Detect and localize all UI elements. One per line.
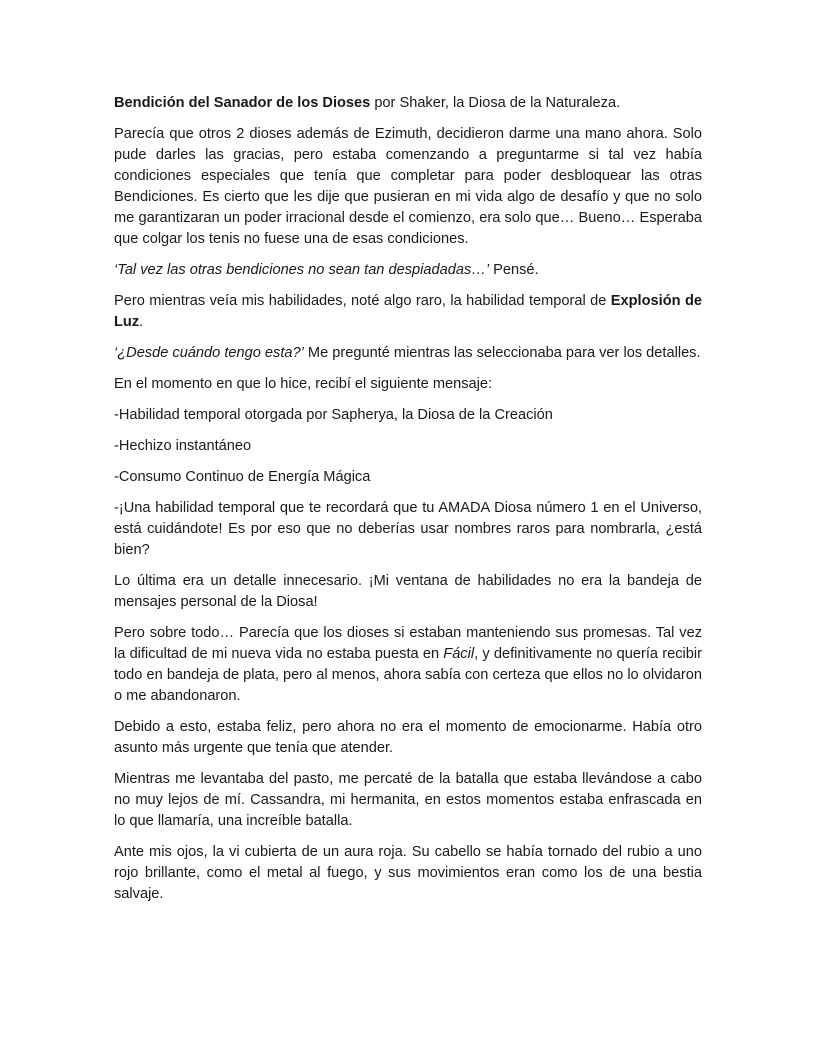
skill-detail-line [114, 498, 702, 561]
paragraph [114, 769, 702, 832]
document-body [114, 93, 702, 915]
text-segment: Ante mis ojos, la vi cubierta de un aura roja. Su cabello se había tornado del rubio a uno rojo brillante, como el metal al fuego, y sus movimientos eran como los de una bestia salvaje. [114, 844, 702, 902]
text-segment: Mientras me levantaba del pasto, me percaté de la batalla que estaba llevándose a cabo no muy lejos de mí. Cassandra, mi hermanita, en estos momentos estaba enfrascada en lo que llamaría, una increíble batalla. [114, 771, 702, 829]
text-segment: , y definitivamente no quería recibir todo en bandeja de plata, pero al menos, ahora sabía con certeza que ellos no lo olvidaron o me abandonaron. [114, 646, 702, 704]
blessing-title: Bendición del Sanador de los Dioses [114, 95, 371, 111]
italic-thought: ‘Tal vez las otras bendiciones no sean tan despiadadas…’ [114, 262, 490, 278]
paragraph [114, 571, 702, 613]
paragraph [114, 260, 702, 281]
text-segment: En el momento en que lo hice, recibí el siguiente mensaje: [114, 376, 493, 392]
italic-word: Fácil [443, 646, 475, 662]
text-segment: -¡Una habilidad temporal que te recordará que tu AMADA Diosa número 1 en el Universo, está cuidándote! Es por eso que no deberías usar nombres raros para nombrarla, ¿está bien? [114, 500, 702, 558]
text-segment: Me pregunté mientras las seleccionaba para ver los detalles. [303, 345, 701, 361]
text-segment: Lo última era un detalle innecesario. ¡Mi ventana de habilidades no era la bandeja de mensajes personal de la Diosa! [114, 573, 702, 610]
text-segment: -Habilidad temporal otorgada por Sapherya, la Diosa de la Creación [114, 407, 553, 423]
text-segment: Pero mientras veía mis habilidades, noté algo raro, la habilidad temporal de [114, 293, 611, 309]
text-segment: Pero sobre todo… Parecía que los dioses si estaban manteniendo sus promesas. Tal vez la dificultad de mi nueva vida no estaba puesta en [114, 625, 702, 662]
text-segment: Debido a esto, estaba feliz, pero ahora no era el momento de emocionarme. Había otro asunto más urgente que tenía que atender. [114, 719, 702, 756]
paragraph [114, 374, 702, 395]
paragraph [114, 291, 702, 333]
paragraph [114, 343, 702, 364]
paragraph [114, 717, 702, 759]
paragraph-title-line [114, 93, 702, 114]
text-segment: . [139, 314, 144, 330]
text-segment: Pensé. [489, 262, 539, 278]
text-segment: -Hechizo instantáneo [114, 438, 252, 454]
skill-name: Explosión de Luz [114, 293, 702, 330]
paragraph [114, 623, 702, 707]
skill-detail-line [114, 436, 702, 457]
skill-detail-line [114, 467, 702, 488]
text-segment: por Shaker, la Diosa de la Naturaleza. [370, 95, 621, 111]
text-segment: Parecía que otros 2 dioses además de Ezimuth, decidieron darme una mano ahora. Solo pude darles las gracias, pero estaba comenzando a preguntarme si tal vez había condiciones especiales que tenía que completar para poder desbloquear las otras Bendiciones. Es cierto que les dije que pusieran en mi vida algo de desafío y que no solo me garantizaran un poder irracional desde el comienzo, era solo que… Bueno… Esperaba que colgar los tenis no fuese una de esas condiciones. [114, 126, 702, 247]
text-segment: -Consumo Continuo de Energía Mágica [114, 469, 371, 485]
paragraph [114, 124, 702, 250]
italic-thought: ‘¿Desde cuándo tengo esta?’ [114, 345, 304, 361]
skill-detail-line [114, 405, 702, 426]
paragraph [114, 842, 702, 905]
